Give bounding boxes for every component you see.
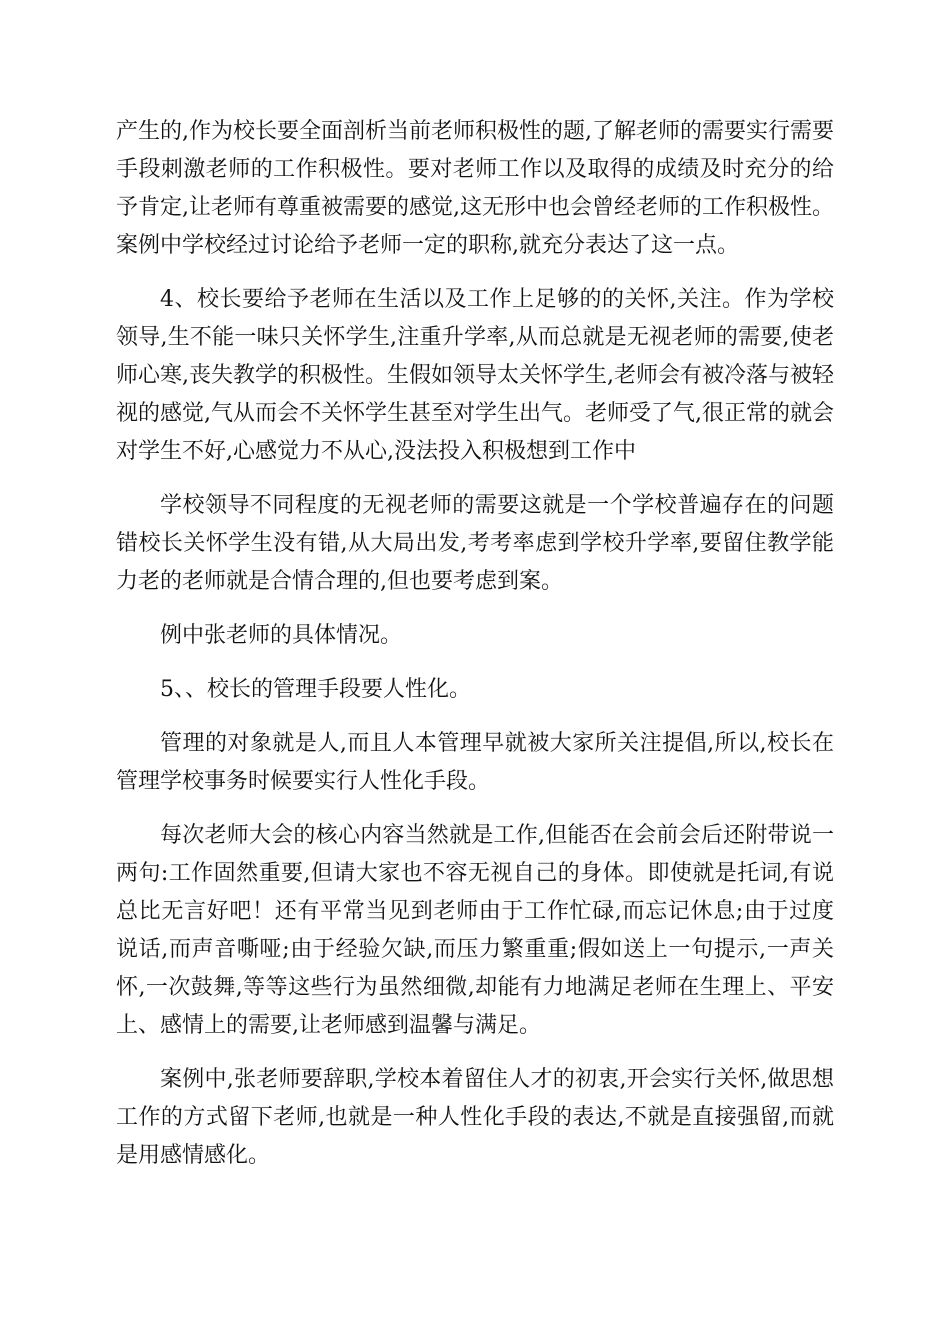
paragraph-8: 案例中,张老师要辞职,学校本着留住人才的初衷,开会实行关怀,做思想工作的方式留下老师,也就是一种人性化手段的表达,不就是直接强留,而就是用感情感化。 <box>116 1067 834 1168</box>
paragraph-2: 4、校长要给予老师在生活以及工作上足够的的关怀,关注。作为学校领导,生不能一味只关怀学生,注重升学率,从而总就是无视老师的需要,使老师心寒,丧失教学的积极性。生假如领导太关怀学生,老师会有被冷落与被轻视的感觉,气从而会不关怀学生甚至对学生出气。老师受了气,很正常的就会对学生不好,心感觉力不从心,没法投入积极想到工作中 <box>116 287 834 464</box>
paragraph-4: 例中张老师的具体情况。 <box>160 623 403 648</box>
paragraph-6: 管理的对象就是人,而且人本管理早就被大家所关注提倡,所以,校长在管理学校事务时候要实行人性化手段。 <box>116 731 834 794</box>
paragraph-1: 产生的,作为校长要全面剖析当前老师积极性的题,了解老师的需要实行需要手段刺激老师的工作积极性。要对老师工作以及取得的成绩及时充分的给予肯定,让老师有尊重被需要的感觉,这无形中也会曾经老师的工作积极性。案例中学校经过讨论给予老师一定的职称,就充分表达了这一点。 <box>116 119 834 258</box>
paragraph-3: 学校领导不同程度的无视老师的需要这就是一个学校普遍存在的问题错校长关怀学生没有错,从大局出发,考考率虑到学校升学率,要留住教学能力老的老师就是合情合理的,但也要考虑到案。 <box>116 493 834 594</box>
document-body <box>116 113 834 1191</box>
paragraph-7: 每次老师大会的核心内容当然就是工作,但能否在会前会后还附带说一两句:工作固然重要,但请大家也不容无视自己的身体。即使就是托词,有说总比无言好吧！还有平常当见到老师由于工作忙碌,而忘记休息;由于过度说话,而声音嘶哑;由于经验欠缺,而压力繁重重;假如送上一句提示,一声关怀,一次鼓舞,等等这些行为虽然细微,却能有力地满足老师在生理上、平安上、感情上的需要,让老师感到温馨与满足。 <box>116 823 834 1038</box>
paragraph-5: 5、、校长的管理手段要人性化。 <box>160 677 471 702</box>
